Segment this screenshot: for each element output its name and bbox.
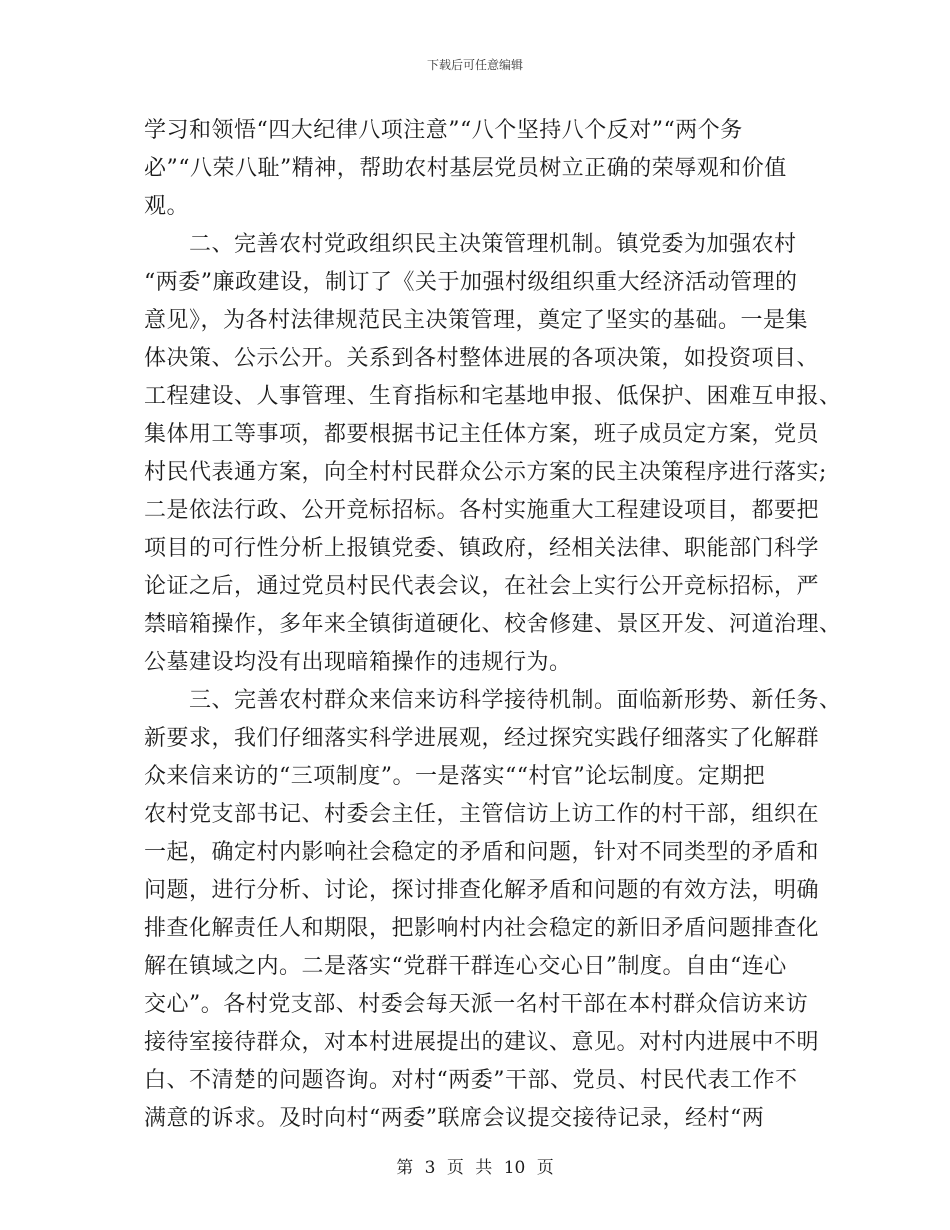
text-line: 二是依法行政、公开竞标招标。各村实施重大工程建设项目，都要把 bbox=[144, 498, 820, 523]
text-line: 一起，确定村内影响社会稳定的矛盾和问题，针对不同类型的矛盾和 bbox=[144, 840, 820, 865]
text-line: 二、完善农村党政组织民主决策管理机制。镇党委为加强农村 bbox=[144, 232, 797, 257]
text-line: 观。 bbox=[144, 194, 190, 219]
text-line: 三、完善农村群众来信来访科学接待机制。面临新形势、新任务、 bbox=[144, 688, 842, 713]
text-line: 解在镇域之内。二是落实“党群干群连心交心日”制度。自由“连心 bbox=[144, 954, 787, 979]
text-line: 工程建设、人事管理、生育指标和宅基地申报、低保护、困难互申报、 bbox=[144, 384, 842, 409]
text-line: 论证之后，通过党员村民代表会议，在社会上实行公开竞标招标，严 bbox=[144, 574, 820, 599]
text-line: 学习和领悟“四大纪律八项注意”“八个坚持八个反对”“两个务 bbox=[144, 118, 743, 143]
text-line: 禁暗箱操作，多年来全镇街道硬化、校舍修建、景区开发、河道治理、 bbox=[144, 612, 842, 637]
page-number: 第 3 页 共 10 页 bbox=[396, 1158, 554, 1178]
text-line: 体决策、公示公开。关系到各村整体进展的各项决策，如投资项目、 bbox=[144, 346, 820, 371]
text-line: 新要求，我们仔细落实科学进展观，经过探究实践仔细落实了化解群 bbox=[144, 726, 820, 751]
text-line: 白、不清楚的问题咨询。对村“两委”干部、党员、村民代表工作不 bbox=[144, 1068, 798, 1093]
text-line: 问题，进行分析、讨论，探讨排查化解矛盾和问题的有效方法，明确 bbox=[144, 878, 820, 903]
text-line: 排查化解责任人和期限，把影响村内社会稳定的新旧矛盾问题排查化 bbox=[144, 916, 820, 941]
text-line: 村民代表通方案，向全村村民群众公示方案的民主决策程序进行落实; bbox=[144, 460, 827, 485]
text-line: 集体用工等事项，都要根据书记主任体方案，班子成员定方案，党员 bbox=[144, 422, 820, 447]
text-line: 意见》，为各村法律规范民主决策管理，奠定了坚实的基础。一是集 bbox=[144, 308, 809, 333]
text-line: 交心”。各村党支部、村委会每天派一名村干部在本村群众信访来访 bbox=[144, 992, 809, 1017]
page-header-note: 下载后可任意编辑 bbox=[426, 58, 523, 72]
text-line: 公墓建设均没有出现暗箱操作的违规行为。 bbox=[144, 650, 572, 675]
text-line: “两委”廉政建设，制订了《关于加强村级组织重大经济活动管理的 bbox=[144, 270, 798, 295]
text-line: 满意的诉求。及时向村“两委”联席会议提交接待记录，经村“两 bbox=[144, 1106, 765, 1131]
document-body bbox=[144, 112, 842, 1138]
text-line: 项目的可行性分析上报镇党委、镇政府，经相关法律、职能部门科学 bbox=[144, 536, 820, 561]
text-line: 农村党支部书记、村委会主任，主管信访上访工作的村干部，组织在 bbox=[144, 802, 820, 827]
text-line: 众来信来访的“三项制度”。一是落实““村官”论坛制度。定期把 bbox=[144, 764, 766, 789]
text-line: 必”“八荣八耻”精神，帮助农村基层党员树立正确的荣辱观和价值 bbox=[144, 156, 787, 181]
text-line: 接待室接待群众，对本村进展提出的建议、意见。对村内进展中不明 bbox=[144, 1030, 820, 1055]
